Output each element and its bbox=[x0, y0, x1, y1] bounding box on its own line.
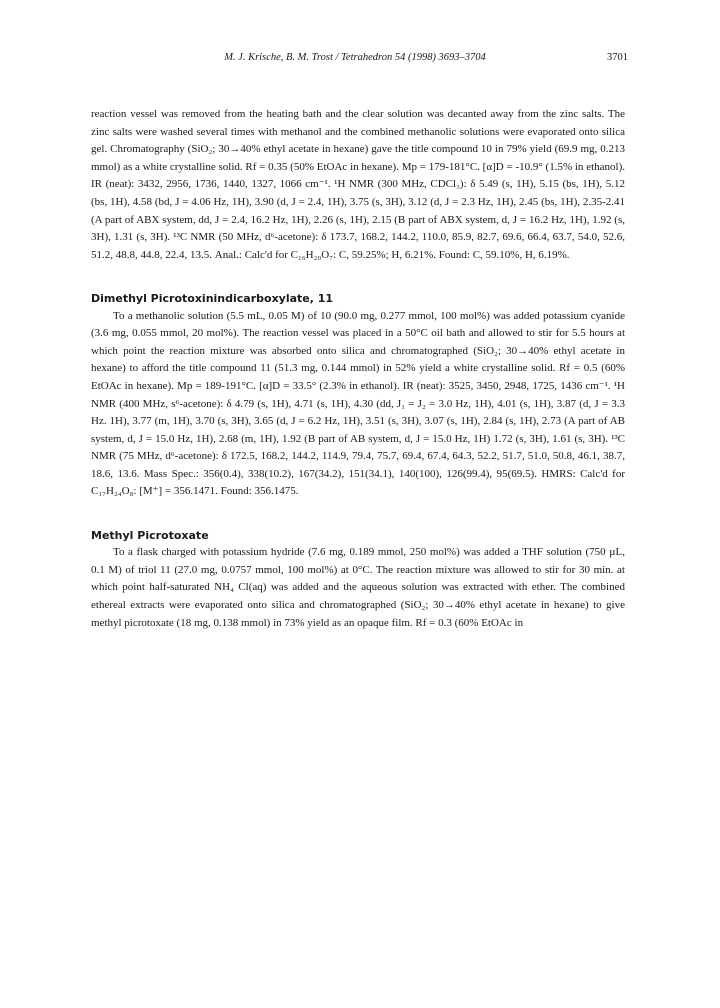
paragraph-methyl-picrotoxate: To a flask charged with potassium hydride (7.6 mg, 0.189 mmol, 250 mol%) was added a THF solution (750 µL, 0.1 M) of triol 11 (27.0 mg, 0.0757 mmol, 100 mol%) at 0°C. The reaction mixture was allowed to stir for 30 min. at which point half-saturated NH₄ Cl(aq) was added and the aqueous solution was extracted with ether. The combined ethereal extracts were evaporated onto silica and chromatographed (SiO₂; 30→40% ethyl acetate in hexane) to give methyl picrotoxate (18 mg, 0.138 mmol) in 73% yield as an opaque film. Rf = 0.3 (60% EtOAc in bbox=[91, 546, 625, 629]
section-heading-methyl-picrotoxate: Methyl Picrotoxate bbox=[91, 528, 209, 542]
page-number: 3701 bbox=[607, 52, 628, 63]
running-header bbox=[82, 52, 628, 68]
paragraph-compound-10: reaction vessel was removed from the heating bath and the clear solution was decanted away from the zinc salts. The zinc salts were washed several times with methanol and the combined methanolic solutions were evaporated onto silica gel. Chromatography (SiO₂; 30→40% ethyl acetate in hexane) gave the title compound 10 in 79% yield (69.9 mg, 0.213 mmol) as a white crystalline solid. Rf = 0.35 (50% EtOAc in hexane). Mp = 179-181°C. [α]D = -10.9° (1.5% in ethanol). IR (neat): 3432, 2956, 1736, 1440, 1327, 1066 cm⁻¹. ¹H NMR (300 MHz, CDCl₃): δ 5.49 (s, 1H), 5.15 (bs, 1H), 5.12 (bs, 1H), 4.58 (bd, J = 4.06 Hz, 1H), 3.90 (d, J = 2.4, 1H), 3.75 (s, 3H), 3.12 (d, J = 2.3 Hz, 1H), 2.45 (bs, 1H), 2.35-2.41 (A part of ABX system, dd, J = 2.4, 16.2 Hz, 1H), 2.26 (s, 1H), 2.15 (B part of ABX system, d, J = 16.2 Hz, 1H), 1.92 (s, 3H), 1.31 (s, 3H). ¹³C NMR (50 MHz, d⁶-acetone): δ 173.7, 168.2, 144.2, 110.0, 85.9, 82.7, 69.6, 66.4, 63.7, 54.0, 52.6, 51.2, 48.8, 44.8, 22.4, 13.5. Anal.: Calc'd for C₁₆H₂₀O₇: C, 59.25%; H, 6.21%. Found: C, 59.10%, H, 6.19%. bbox=[91, 108, 625, 261]
journal-citation: M. J. Krische, B. M. Trost / Tetrahedron 54 (1998) 3693–3704 bbox=[224, 52, 486, 63]
section-heading-compound-11: Dimethyl Picrotoxinindicarboxylate, 11 bbox=[91, 291, 334, 305]
article-body bbox=[91, 106, 625, 632]
paragraph-compound-11: To a methanolic solution (5.5 mL, 0.05 M) of 10 (90.0 mg, 0.277 mmol, 100 mol%) was added potassium cyanide (3.6 mg, 0.055 mmol, 20 mol%). The reaction vessel was placed in a 50°C oil bath and allowed to stir for 5.5 hours at which point the reaction mixture was absorbed onto silica and chromatographed (SiO₂; 30→40% ethyl acetate in hexane) to afford the title compound 11 (51.3 mg, 0.144 mmol) in 52% yield a white crystalline solid. Rf = 0.5 (60% EtOAc in hexane). Mp = 189-191°C. [α]D = 33.5° (2.3% in ethanol). IR (neat): 3525, 3450, 2948, 1725, 1436 cm⁻¹. ¹H NMR (400 MHz, s⁶-acetone): δ 4.79 (s, 1H), 4.71 (s, 1H), 4.30 (dd, J₁ = J₂ = 3.0 Hz, 1H), 4.01 (s, 1H), 3.87 (d, J = 3.3 Hz. 1H), 3.77 (m, 1H), 3.70 (s, 3H), 3.65 (d, J = 6.2 Hz, 1H), 3.51 (s, 3H), 3.07 (s, 1H), 2.84 (s, 1H), 2.73 (A part of AB system, d, J = 15.0 Hz, 1H), 2.68 (m, 1H), 1.92 (B part of AB system, d, J = 15.0 Hz, 1H) 1.72 (s, 3H), 1.61 (s, 3H). ¹³C NMR (75 MHz, d⁶-acetone): δ 172.5, 168.2, 144.2, 114.9, 79.4, 75.7, 69.4, 67.4, 64.3, 52.2, 51.7, 51.0, 50.8, 46.1, 38.7, 18.6, 13.6. Mass Spec.: 356(0.4), 338(10.2), 167(34.2), 151(34.1), 140(100), 126(99.4), 95(69.5). HMRS: Calc'd for C₁₇H₂₄O₈: [M⁺] = 356.1471. Found: 356.1475. bbox=[91, 309, 625, 498]
